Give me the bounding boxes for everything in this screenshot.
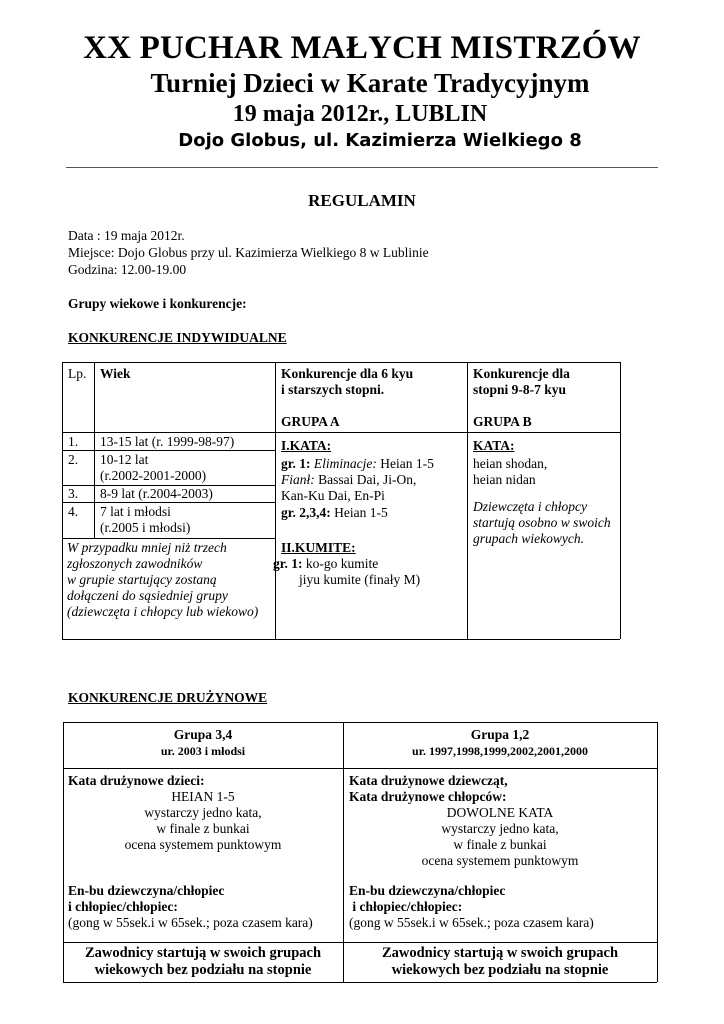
- a-gr234-value: Heian 1-5: [334, 505, 388, 520]
- col-b-group: GRUPA B: [473, 414, 532, 429]
- right-kata-line: wystarczy jedno kata,: [441, 821, 559, 836]
- right-footer-2: wiekowych bez podziału na stopnie: [391, 962, 609, 978]
- col-a-group: GRUPA A: [281, 414, 340, 429]
- a-kumite-final: jiyu kumite (finały M): [299, 572, 421, 587]
- note-line: dołączeni do sąsiedniej grupy: [67, 588, 228, 603]
- info-time: Godzina: 12.00-19.00: [68, 262, 187, 277]
- document-title: XX PUCHAR MAŁYCH MISTRZÓW: [83, 30, 641, 66]
- right-kata-line: w finale z bunkai: [453, 837, 547, 852]
- right-enbu-3: (gong w 55sek.i w 65sek.; poza czasem kara): [349, 915, 594, 930]
- right-enbu-1: En-bu dziewczyna/chłopiec: [349, 883, 506, 898]
- team-heading: KONKURENCJE DRUŻYNOWE: [68, 690, 268, 705]
- a-gr234-label: gr. 2,3,4:: [281, 505, 331, 520]
- a-kata-elim: [281, 456, 434, 472]
- right-kata-line: ocena systemem punktowym: [421, 853, 579, 868]
- right-footer-1: Zawodnicy startują w swoich grupach: [381, 945, 619, 961]
- col-lp: Lp.: [68, 366, 87, 381]
- document-subtitle: Turniej Dzieci w Karate Tradycyjnym: [150, 68, 590, 98]
- row-age: 10-12 lat: [100, 452, 149, 467]
- individual-heading: KONKURENCJE INDYWIDUALNE: [68, 330, 287, 345]
- row-age-years: (r.2002-2001-2000): [100, 468, 207, 483]
- right-kata-title-1: Kata drużynowe dziewcząt,: [349, 773, 508, 788]
- a-final-value2: Kan-Ku Dai, En-Pi: [281, 488, 385, 503]
- col-a-line2: i starszych stopni.: [281, 382, 385, 397]
- a-k-gr1-label: gr. 1:: [273, 556, 303, 571]
- a-gr234: [281, 505, 388, 521]
- col-wiek: Wiek: [100, 366, 131, 381]
- left-enbu-1: En-bu dziewczyna/chłopiec: [68, 883, 225, 898]
- a-kata-final: [281, 472, 416, 488]
- note-line: zgłoszonych zawodników: [67, 556, 203, 571]
- right-enbu-2: i chłopiec/chłopiec:: [349, 899, 463, 914]
- g12-title: Grupa 1,2: [470, 727, 530, 742]
- row-age: 7 lat i młodsi: [100, 504, 171, 519]
- g12-sub: ur. 1997,1998,1999,2002,2001,2000: [412, 744, 588, 758]
- col-b-line2: stopni 9-8-7 kyu: [473, 382, 567, 397]
- left-enbu-2: i chłopiec/chłopiec:: [68, 899, 178, 914]
- a-k-gr1-value: ko-go kumite: [305, 556, 379, 571]
- left-kata-title: Kata drużynowe dzieci:: [68, 773, 205, 788]
- row-lp: 4.: [68, 504, 79, 519]
- a-final-value: Bassai Dai, Ji-On,: [318, 472, 417, 487]
- left-footer-2: wiekowych bez podziału na stopnie: [94, 962, 312, 978]
- left-footer-1: Zawodnicy startują w swoich grupach: [84, 945, 322, 961]
- venue: Dojo Globus, ul. Kazimierza Wielkiego 8: [178, 130, 582, 151]
- a-elim-label: Eliminacje:: [313, 456, 377, 471]
- b-note-line: Dziewczęta i chłopcy: [473, 499, 587, 514]
- b-kata-title: KATA:: [473, 438, 515, 453]
- row-age: 13-15 lat (r. 1999-98-97): [100, 434, 235, 449]
- divider: [66, 167, 658, 168]
- a-kata-title: I.KATA:: [281, 438, 332, 453]
- a-elim-value: Heian 1-5: [380, 456, 434, 471]
- info-place: Miejsce: Dojo Globus przy ul. Kazimierza Wielkiego 8 w Lublinie: [68, 245, 429, 260]
- row-age-years: (r.2005 i młodsi): [100, 520, 191, 535]
- left-kata-line: w finale z bunkai: [156, 821, 250, 836]
- date-place: 19 maja 2012r., LUBLIN: [232, 101, 488, 127]
- note-line: w grupie startujący zostaną: [67, 572, 217, 587]
- right-kata-line: DOWOLNE KATA: [446, 805, 554, 820]
- a-kumite-title: II.KUMITE:: [281, 540, 356, 555]
- section-title: REGULAMIN: [308, 191, 416, 210]
- b-note-line: grupach wiekowych.: [473, 531, 584, 546]
- b-note-line: startują osobno w swoich: [473, 515, 611, 530]
- left-kata-line: wystarczy jedno kata,: [144, 805, 262, 820]
- col-a-line1: Konkurencje dla 6 kyu: [281, 366, 414, 381]
- g34-sub: ur. 2003 i młodsi: [160, 744, 246, 758]
- a-gr1-label: gr. 1:: [281, 456, 311, 471]
- left-kata-line: ocena systemem punktowym: [124, 837, 282, 852]
- g34-title: Grupa 3,4: [173, 727, 233, 742]
- right-kata-title-2: Kata drużynowe chłopców:: [349, 789, 507, 804]
- note-small: (dziewczęta i chłopcy lub wiekowo): [67, 604, 259, 619]
- row-age: 8-9 lat (r.2004-2003): [100, 486, 213, 501]
- info-date: Data : 19 maja 2012r.: [68, 228, 185, 243]
- col-b-line1: Konkurencje dla: [473, 366, 570, 381]
- groups-label: Grupy wiekowe i konkurencje:: [68, 296, 247, 311]
- a-final-label: Fianł:: [281, 472, 315, 487]
- row-lp: 2.: [68, 452, 79, 467]
- a-kumite-gr1: [273, 556, 378, 572]
- b-kata-line: heian nidan: [473, 472, 536, 487]
- row-lp: 1.: [68, 434, 79, 449]
- left-enbu-3: (gong w 55sek.i w 65sek.; poza czasem kara): [68, 915, 313, 930]
- row-lp: 3.: [68, 486, 79, 501]
- note-line: W przypadku mniej niż trzech: [67, 540, 227, 555]
- left-kata-line: HEIAN 1-5: [171, 789, 235, 804]
- b-kata-line: heian shodan,: [473, 456, 548, 471]
